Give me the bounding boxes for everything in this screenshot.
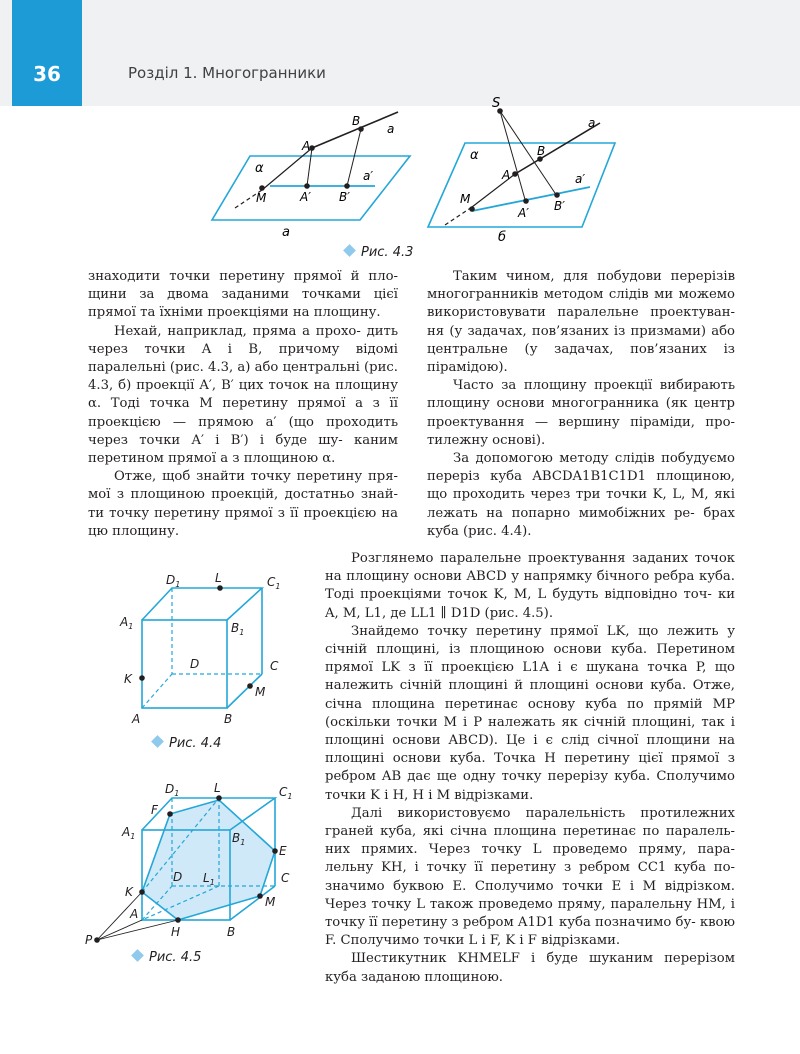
label-C1: $C_1$ — [279, 785, 293, 801]
label-A1: $A_1$ — [120, 615, 134, 631]
label-L1: $L_1$ — [203, 871, 215, 887]
paragraph: Отже, щоб знайти точку перетину пря- мої з площиною проекцій, достатньо знай- ти точку перетину прямої з її проекцією на цю площину. — [88, 469, 398, 539]
caption-text: Рис. 4.4 — [169, 736, 222, 751]
point-L — [216, 795, 222, 801]
point-F — [167, 811, 173, 817]
label-C1: $C_1$ — [267, 575, 281, 591]
label-B: B — [224, 712, 233, 726]
label-a: a — [588, 116, 596, 130]
label-K: K — [125, 885, 133, 899]
point-B-prime — [554, 192, 560, 198]
label-B-prime: B′ — [554, 199, 565, 213]
label-A1: $A_1$ — [122, 825, 136, 841]
label-A: A — [130, 907, 139, 921]
label-D1: $D_1$ — [166, 573, 181, 589]
paragraph: Далі використовуємо паралельність протилежних граней куба, які січна площина перетинає по паралель- них прямих. Через точку L проведемо пряму, пара- лельну KH, і точку її перетину з ребром CC1 куба по- значимо буквою E. Сполучимо точки E і M відрізком. Через точку L також проведемо пряму, паралельну HM, і точку її перетину з ребром A1D1 куба позначимо бу- квою F. Сполучимо точки L і F, K і F відрізками. — [325, 805, 735, 949]
text-column-left — [88, 268, 398, 541]
point-K — [139, 889, 145, 895]
label-A: A — [502, 168, 511, 182]
caption-text: Рис. 4.5 — [149, 950, 202, 965]
point-M — [247, 683, 253, 689]
label-A: A — [302, 139, 311, 153]
paragraph: Розглянемо паралельне проектування заданих точок на площину основи ABCD у напрямку бічного ребра куба. Тоді проекціями точок K, M, L будуть відповідно точ- ки A, M, L1, де LL1 ∥ D1D (рис. 4.5). — [325, 551, 735, 621]
figure-4-3b — [420, 95, 630, 245]
label-A: A — [132, 712, 141, 726]
point-P — [94, 937, 100, 943]
label-B: B — [537, 144, 546, 158]
paragraph: Часто за площину проекції вибирають площину основи многогранника (як центр проектування — вершину піраміди, про- тилежну основі). — [427, 378, 735, 448]
paragraph: знаходити точки перетину прямої й пло- щини за двома заданими точками цієї прямої та їхніми проекціями на площину. — [88, 269, 398, 321]
point-M — [469, 206, 475, 212]
label-a: a — [387, 122, 395, 136]
label-D: D — [190, 657, 200, 671]
sub-label-b: б — [498, 230, 507, 245]
label-B1: $B_1$ — [232, 831, 246, 847]
point-K — [139, 675, 145, 681]
caption-fig-4-4 — [153, 736, 221, 751]
ray-S-A — [500, 111, 526, 203]
label-B: B — [352, 114, 361, 128]
caption-text: Рис. 4.3 — [361, 245, 414, 260]
caption-diamond-icon — [343, 244, 356, 257]
trace-P-A — [97, 920, 142, 940]
label-A-prime: A′ — [518, 206, 529, 220]
line-a-solid — [515, 123, 600, 174]
paragraph: За допомогою методу слідів побудуємо переріз куба ABCDA1B1C1D1 площиною, що проходить через три точки K, L, M, які лежать на попарно мимобіжних ре- брах куба (рис. 4.4). — [427, 451, 735, 539]
cube-top-back — [142, 588, 262, 620]
point-A — [512, 171, 518, 177]
point-A-prime — [523, 198, 529, 204]
label-K: K — [124, 672, 132, 686]
caption-fig-4-3 — [345, 245, 413, 260]
figure-4-3b-drawing — [420, 95, 630, 245]
projector-A — [307, 148, 312, 186]
caption-fig-4-5 — [133, 950, 201, 965]
figure-4-3a — [200, 100, 430, 250]
label-M: M — [460, 192, 471, 206]
figure-4-3a-drawing — [200, 100, 430, 250]
label-B1: $B_1$ — [231, 621, 245, 637]
figure-4-5-drawing — [85, 778, 305, 948]
label-A-prime: A′ — [300, 190, 311, 204]
label-S: S — [492, 96, 501, 111]
paragraph: Таким чином, для побудови перерізів многогранників методом слідів ми можемо використовувати паралельне проектуван- ня (у задачах, пов’язаних із призмами) або центральне (у задачах, пов’язаних із пірамідою). — [427, 269, 735, 376]
paragraph: Знайдемо точку перетину прямої LK, що лежить у січній площині, із площиною основи куба. Перетином прямої LK з її проекцією L1A і є шукана точка P, що належить січній площині й площині основи куба. Отже, січна площина перетинає основу куба по прямій MP (оскільки точки M і P належать як січній площині, так і площині основи ABCD). Це і є слід січної площини на площині основи куба. Точка H перетину цієї прямої з ребром AB дає ще одну точку перерізу куба. Сполучимо точки K і H, H і M відрізками. — [325, 623, 735, 803]
figure-4-5 — [85, 778, 305, 948]
point-A-prime — [304, 183, 310, 189]
label-L: L — [215, 571, 222, 585]
label-B-prime: B′ — [339, 190, 350, 204]
label-D: D — [173, 870, 183, 884]
text-column-bottom — [325, 550, 735, 987]
page-number-tab — [12, 0, 82, 106]
chapter-title: Розділ 1. Многогранники — [128, 64, 326, 82]
paragraph: Нехай, наприклад, пряма a прохо- дить через точки A і B, причому відомі паралельні (рис. 4.3, а) або центральні (рис. 4.3, б) проекції A′, B′ цих точок на площину α. Тоді точка M перетину прямої a з її проекцією — прямою a′ (що проходить через точки A′ і B′) і буде шу- каним перетином прямої a з площиною α. — [88, 323, 398, 467]
label-alpha: α — [255, 161, 264, 176]
point-L — [217, 585, 223, 591]
text-column-right — [427, 268, 735, 541]
trace-P-H — [97, 920, 181, 940]
figure-4-4-drawing — [112, 568, 302, 733]
sub-label-a: а — [282, 225, 290, 240]
label-a-prime: a′ — [363, 169, 374, 183]
label-L: L — [214, 781, 221, 795]
label-D1: $D_1$ — [165, 782, 180, 798]
caption-diamond-icon — [131, 949, 144, 962]
label-C: C — [270, 659, 279, 673]
label-E: E — [279, 844, 287, 858]
label-B: B — [227, 925, 236, 939]
label-P: P — [85, 933, 93, 947]
label-M: M — [256, 191, 267, 205]
caption-diamond-icon — [151, 735, 164, 748]
line-a-hidden — [445, 207, 472, 225]
label-H: H — [171, 925, 181, 939]
header-band — [0, 0, 800, 106]
projection-line-a-prime — [472, 187, 590, 211]
cube-hidden-ad — [142, 674, 172, 708]
label-a-prime: a′ — [575, 172, 586, 186]
paragraph: Шестикутник KHMELF і буде шуканим перерізом куба заданою площиною. — [325, 951, 735, 985]
figure-4-4 — [112, 568, 302, 733]
cube-front-face — [142, 620, 227, 708]
label-C: C — [281, 871, 290, 885]
line-a-inside — [262, 148, 312, 190]
plane-alpha — [212, 156, 410, 220]
label-M: M — [255, 685, 266, 699]
point-E — [272, 848, 278, 854]
page-number: 36 — [33, 62, 61, 86]
point-H — [175, 917, 181, 923]
label-F: F — [151, 803, 158, 817]
projector-B — [347, 129, 361, 186]
point-B-prime — [344, 183, 350, 189]
label-alpha: α — [470, 148, 479, 163]
point-M — [259, 185, 265, 191]
label-M: M — [265, 895, 276, 909]
point-M — [257, 893, 263, 899]
